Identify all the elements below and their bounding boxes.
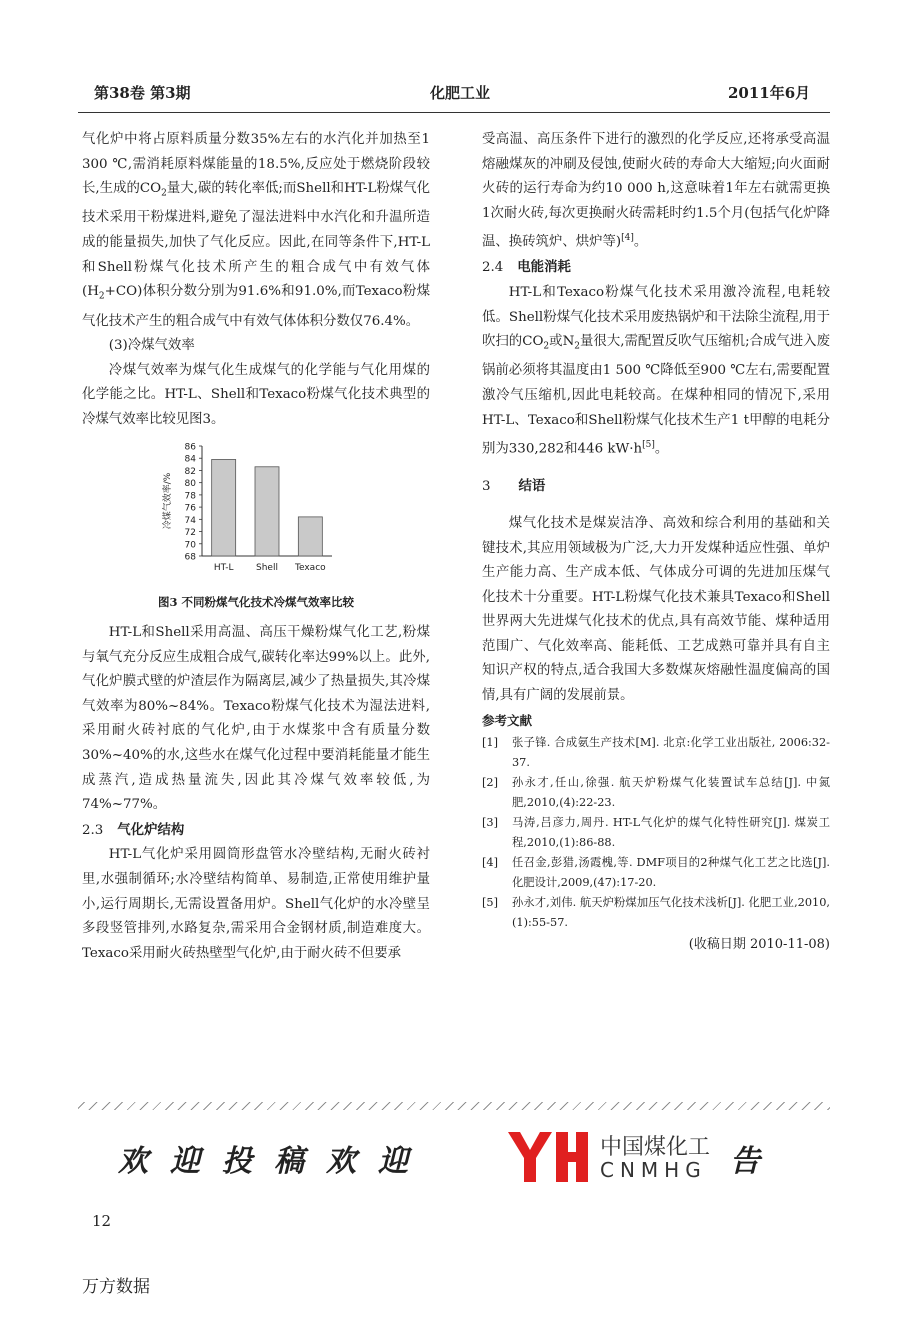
issue-date: 2011年6月 [728, 84, 811, 102]
reference-text: 任召金,彭猎,汤霞槐,等. DMF项目的2种煤气化工艺之比选[J]. 化肥设计,2009,(47):17-20. [512, 856, 830, 890]
references-heading: 参考文献 [482, 712, 533, 728]
y-axis-label: 冷煤气效率/% [163, 473, 173, 530]
y-tick-label: 70 [184, 540, 196, 551]
paragraph: 气化炉中将占原料质量分数35%左右的水汽化并加热至1 300 ℃,需消耗原料煤能量的18.5%,反应处于燃烧阶段较长,生成的$CO_2$量大,碳的转化率低;而Shell和HT-L粉煤气化技术采用干粉煤进料,避免了湿法进料中水汽化和升温所造成的能量损失,加快了气化反应。因此,在同等条件下,HT-L和Shell粉煤气化技术所产生的粗合成气中有效气体$(H_2+CO)$体积分数分别为91.6%和91.0%,而Texaco粉煤气化技术产生的粗合成气中有效气体体积分数仅76.4%。 [82, 132, 431, 329]
logo-english-text: CNMHG [600, 1158, 707, 1182]
reference-text: 孙永才,刘伟. 航天炉粉煤加压气化技术浅析[J]. 化肥工业,2010,(1):55-57. [512, 896, 830, 930]
received-date: (收稿日期 2010-11-08) [688, 937, 830, 953]
y-tick-label: 68 [184, 552, 196, 563]
y-tick-label: 76 [184, 504, 196, 515]
reference-item [482, 893, 830, 933]
decorative-border [78, 1102, 830, 1110]
bar-htl [212, 460, 236, 557]
paragraph: HT-L和Texaco粉煤气化技术采用激冷流程,电耗较低。Shell粉煤气化技术采用废热锅炉和干法除尘流程,用于吹扫的$CO_2$或$N_2$量很大,需配置反吹气压缩机;合成气进入废锅前必须将其温度由1 500 ℃降低至900 ℃左右,需要配置激冷气压缩机,因此电耗较高。在煤种相同的情况下,采用HT-L、Texaco和Shell粉煤气化技术生产1 t甲醇的电耗分别为330,282和446 kW·h[5]。 [482, 285, 830, 457]
logo-mark-icon [506, 1128, 590, 1184]
paragraph: 受高温、高压条件下进行的激烈的化学反应,还将承受高温熔融煤灰的冲刷及侵蚀,使耐火砖的寿命大大缩短;向火面耐火砖的运行寿命为约10 000 h,这意味着1年左右就需更换1次耐火砖,每次更换耐火砖需耗时约1.5个月(包括气化炉降温、换砖筑炉、烘炉等)[4]。 [482, 132, 830, 250]
reference-number: [1] [482, 736, 499, 750]
reference-item [482, 733, 830, 773]
reference-number: [3] [482, 816, 499, 830]
paragraph: 冷煤气效率为煤气化生成煤气的化学能与气化用煤的化学能之比。HT-L、Shell和Texaco粉煤气化技术典型的冷煤气效率比较见图3。 [82, 362, 430, 427]
left-column [82, 128, 430, 966]
cnmhg-logo [500, 1120, 730, 1190]
page-number: 12 [92, 1212, 112, 1230]
journal-name: 化肥工业 [430, 84, 491, 102]
section-heading-2-4: 2.4 电能消耗 [482, 259, 571, 276]
logo-chinese-text: 中国煤化工 [600, 1135, 711, 1160]
welcome-banner: 欢迎投稿欢迎 [118, 1144, 430, 1179]
right-column [482, 128, 830, 958]
x-tick-label: Shell [256, 563, 278, 574]
reference-text: 孙永才,任山,徐强. 航天炉粉煤气化装置试车总结[J]. 中氮肥,2010,(4):22-23. [512, 776, 830, 810]
issue-label: 第38卷 第3期 [94, 84, 191, 102]
source-watermark: 万方数据 [82, 1277, 150, 1297]
paragraph: HT-L和Shell采用高温、高压干燥粉煤气化工艺,粉煤与氧气充分反应生成粗合成气,碳转化率达99%以上。此外,气化炉膜式壁的炉渣层作为隔离层,减少了热量损失,其冷煤气效率为80%~84%。Texaco粉煤气化技术为湿法进料,采用耐火砖衬底的气化炉,由于水煤浆中含有质量分数30%~40%的水,这些水在煤气化过程中要消耗能量才能生成蒸汽,造成热量流失,因此其冷煤气效率较低,为74%~77%。 [82, 625, 430, 813]
reference-number: [2] [482, 776, 499, 790]
y-tick-label: 80 [184, 479, 196, 490]
y-tick-label: 78 [184, 491, 196, 502]
reference-number: [4] [482, 856, 499, 870]
reference-text: 张子锋. 合成氨生产技术[M]. 北京:化学工业出版社, 2006:32-37. [512, 736, 830, 770]
reference-item [482, 853, 830, 893]
x-tick-label: HT-L [213, 563, 234, 574]
figure-caption: 图3 不同粉煤气化技术冷煤气效率比较 [157, 595, 354, 610]
paragraph: 煤气化技术是煤炭洁净、高效和综合利用的基础和关键技术,其应用领域极为广泛,大力开发煤种适应性强、单炉生产能力高、生产成本低、气体成分可调的先进加压煤气化技术十分重要。HT-L粉煤气化技术兼具Texaco和Shell世界两大先进煤气化技术的优点,具有高效节能、煤种适用范围广、气化效率高、能耗低、工艺成熟可靠并具有自主知识产权的特点,适合我国大多数煤灰熔融性温度偏高的国情,具有广阔的发展前景。 [482, 515, 830, 704]
reference-text: 马涛,吕彦力,周丹. HT-L气化炉的煤气化特性研究[J]. 煤炭工程,2010,(1):86-88. [512, 816, 830, 850]
bar-texaco [298, 517, 322, 556]
y-tick-label: 86 [184, 442, 196, 453]
reference-list [482, 733, 830, 933]
reference-number: [5] [482, 896, 499, 910]
reference-item [482, 813, 830, 853]
y-tick-label: 72 [184, 528, 196, 539]
bar-shell [255, 467, 279, 556]
y-tick-label: 82 [184, 467, 196, 478]
bar-chart [82, 438, 430, 588]
figure-3-chart [82, 438, 430, 588]
list-item-cold-gas: (3)冷煤气效率 [108, 338, 195, 354]
welcome-banner-tail: 告 [730, 1144, 760, 1179]
section-heading-3: 3 结语 [482, 478, 546, 495]
header-rule [78, 112, 830, 113]
section-heading-2-3: 2.3 气化炉结构 [82, 821, 185, 838]
x-tick-label: Texaco [295, 563, 326, 574]
y-tick-label: 84 [184, 455, 196, 466]
paragraph: HT-L气化炉采用圆筒形盘管水冷壁结构,无耐火砖衬里,水强制循环;水冷壁结构简单、易制造,正常使用维护量小,运行周期长,无需设置备用炉。Shell气化炉的水冷壁呈多段竖管排列,水路复杂,需采用合金钢材质,制造难度大。Texaco采用耐火砖热壁型气化炉,由于耐火砖不但要承 [82, 847, 430, 961]
reference-item [482, 773, 830, 813]
y-tick-label: 74 [184, 516, 196, 527]
